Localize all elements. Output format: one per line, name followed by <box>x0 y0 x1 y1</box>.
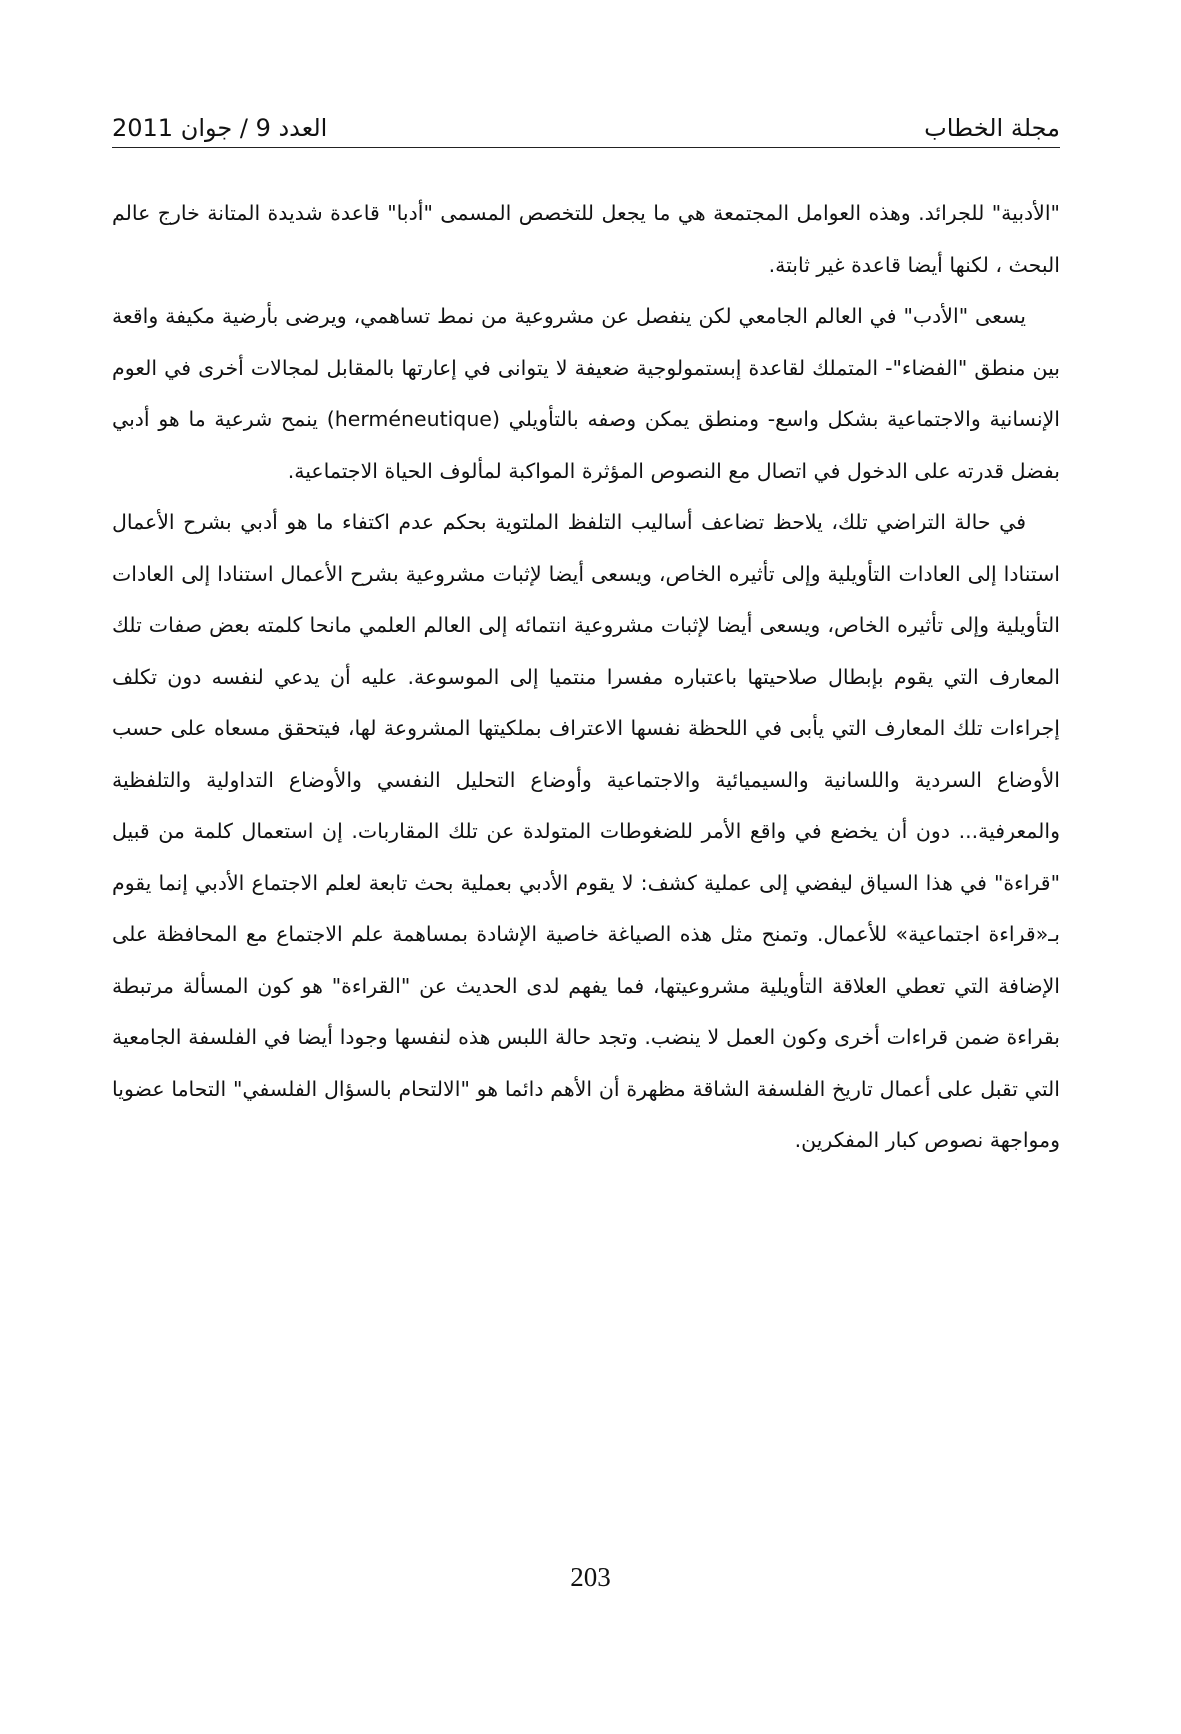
issue-info: العدد 9 / جوان 2011 <box>112 114 328 142</box>
paragraph-3: في حالة التراضي تلك، يلاحظ تضاعف أساليب التلفظ الملتوية بحكم عدم اكتفاء ما هو أدبي بشرح الأعمال استنادا إلى العادات التأويلية وإلى تأثيره الخاص، ويسعى أيضا لإثبات مشروعية بشرح الأعمال استنادا إلى العادات التأويلية وإلى تأثيره الخاص، ويسعى أيضا لإثبات مشروعية انتمائه إلى العالم العلمي مانحا كلمته بعض صفات تلك المعارف التي يقوم بإبطال صلاحيتها باعتباره مفسرا منتميا إلى الموسوعة. عليه أن يدعي لنفسه دون تكلف إجراءات تلك المعارف التي يأبى في اللحظة نفسها الاعتراف بملكيتها المشروعة لها، فيتحقق مسعاه على حسب الأوضاع السردية واللسانية والسيميائية والاجتماعية وأوضاع التحليل النفسي والأوضاع التداولية والتلفظية والمعرفية... دون أن يخضع في واقع الأمر للضغوطات المتولدة عن تلك المقاربات. إن استعمال كلمة من قبيل "قراءة" في هذا السياق ليفضي إلى عملية كشف: لا يقوم الأدبي بعملية بحث تابعة لعلم الاجتماع الأدبي إنما يقوم بـ«قراءة اجتماعية» للأعمال. وتمنح مثل هذه الصياغة خاصية الإشادة بمساهمة علم الاجتماع مع المحافظة على الإضافة التي تعطي العلاقة التأويلية مشروعيتها، فما يفهم لدى الحديث عن "القراءة" هو كون المسألة مرتبطة بقراءة ضمن قراءات أخرى وكون العمل لا ينضب. وتجد حالة اللبس هذه لنفسها وجودا أيضا في الفلسفة الجامعية التي تقبل على أعمال تاريخ الفلسفة الشاقة مظهرة أن الأهم دائما هو "الالتحام بالسؤال الفلسفي" التحاما عضويا ومواجهة نصوص كبار المفكرين. <box>112 510 1060 1152</box>
running-header <box>112 108 1060 144</box>
journal-name: مجلة الخطاب <box>924 114 1060 142</box>
paragraph-1: "الأدبية" للجرائد. وهذه العوامل المجتمعة هي ما يجعل للتخصص المسمى "أدبا" قاعدة شديدة المتانة خارج عالم البحث ، لكنها أيضا قاعدة غير ثابتة. <box>112 201 1060 277</box>
header-divider <box>112 147 1060 148</box>
page-number: 203 <box>570 1562 611 1592</box>
article-body <box>112 188 1060 1167</box>
paragraph-2: يسعى "الأدب" في العالم الجامعي لكن ينفصل عن مشروعية من نمط تساهمي، ويرضى بأرضية مكيفة واقعة بين منطق "الفضاء"- المتملك لقاعدة إبستمولوجية ضعيفة لا يتوانى في إعارتها بالمقابل لمجالات أخرى في العوم الإنسانية والاجتماعية بشكل واسع- ومنطق يمكن وصفه بالتأويلي (herméneutique) ينمح شرعية ما هو أدبي بفضل قدرته على الدخول في اتصال مع النصوص المؤثرة المواكبة لمألوف الحياة الاجتماعية. <box>112 304 1060 483</box>
